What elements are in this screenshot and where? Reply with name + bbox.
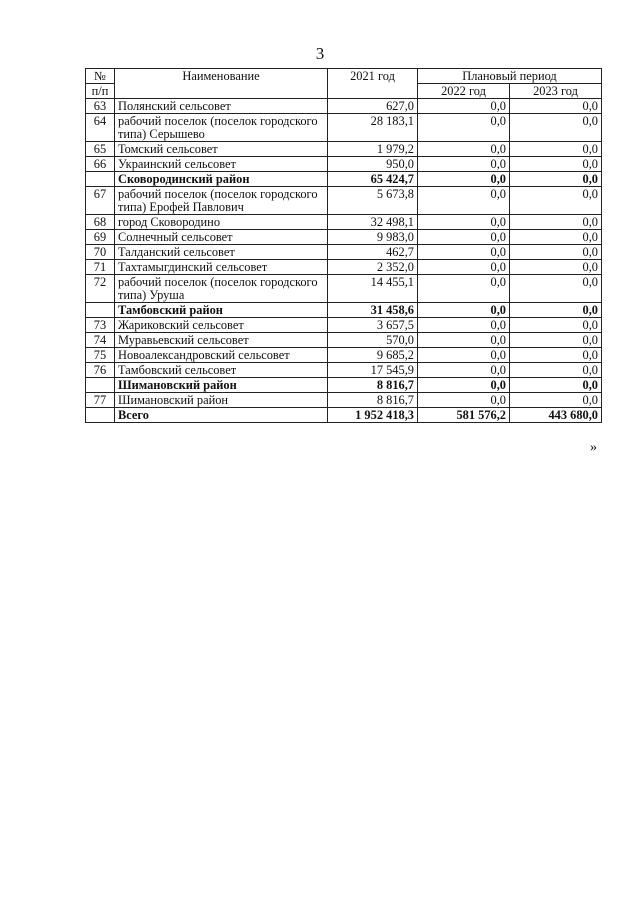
value-2023: 0,0 bbox=[510, 333, 602, 348]
value-2023: 0,0 bbox=[510, 230, 602, 245]
row-name: Солнечный сельсовет bbox=[115, 230, 328, 245]
value-2021: 9 983,0 bbox=[328, 230, 418, 245]
value-2022: 0,0 bbox=[418, 114, 510, 142]
row-number: 69 bbox=[86, 230, 115, 245]
table-row bbox=[86, 378, 602, 393]
row-name: Талданский сельсовет bbox=[115, 245, 328, 260]
header-name: Наименование bbox=[115, 69, 328, 99]
header-num-sub: п/п bbox=[86, 84, 115, 99]
value-2023: 443 680,0 bbox=[510, 408, 602, 423]
row-name: рабочий поселок (поселок городского типа) Уруша bbox=[115, 275, 328, 303]
value-2023: 0,0 bbox=[510, 260, 602, 275]
value-2021: 627,0 bbox=[328, 99, 418, 114]
value-2021: 1 952 418,3 bbox=[328, 408, 418, 423]
table-row bbox=[86, 99, 602, 114]
value-2022: 0,0 bbox=[418, 348, 510, 363]
row-number: 76 bbox=[86, 363, 115, 378]
row-name: Муравьевский сельсовет bbox=[115, 333, 328, 348]
value-2021: 8 816,7 bbox=[328, 378, 418, 393]
row-name: Новоалександровский сельсовет bbox=[115, 348, 328, 363]
table-row bbox=[86, 318, 602, 333]
row-number: 75 bbox=[86, 348, 115, 363]
table-row bbox=[86, 215, 602, 230]
value-2021: 950,0 bbox=[328, 157, 418, 172]
row-name: Шимановский район bbox=[115, 378, 328, 393]
value-2021: 32 498,1 bbox=[328, 215, 418, 230]
value-2022: 0,0 bbox=[418, 230, 510, 245]
table-row bbox=[86, 187, 602, 215]
value-2022: 0,0 bbox=[418, 333, 510, 348]
row-number: 64 bbox=[86, 114, 115, 142]
value-2021: 3 657,5 bbox=[328, 318, 418, 333]
row-name: рабочий поселок (поселок городского типа) Серышево bbox=[115, 114, 328, 142]
table-row bbox=[86, 363, 602, 378]
value-2023: 0,0 bbox=[510, 275, 602, 303]
value-2021: 2 352,0 bbox=[328, 260, 418, 275]
value-2023: 0,0 bbox=[510, 393, 602, 408]
header-planned-period: Плановый период bbox=[418, 69, 602, 84]
value-2023: 0,0 bbox=[510, 142, 602, 157]
value-2021: 1 979,2 bbox=[328, 142, 418, 157]
header-num: № bbox=[86, 69, 115, 84]
table-header-row bbox=[86, 69, 602, 84]
table-row bbox=[86, 393, 602, 408]
row-number: 72 bbox=[86, 275, 115, 303]
table-row bbox=[86, 333, 602, 348]
value-2022: 0,0 bbox=[418, 172, 510, 187]
value-2023: 0,0 bbox=[510, 378, 602, 393]
value-2023: 0,0 bbox=[510, 363, 602, 378]
row-number bbox=[86, 303, 115, 318]
value-2021: 14 455,1 bbox=[328, 275, 418, 303]
table-row bbox=[86, 172, 602, 187]
value-2022: 0,0 bbox=[418, 318, 510, 333]
value-2023: 0,0 bbox=[510, 215, 602, 230]
table-row bbox=[86, 348, 602, 363]
value-2021: 17 545,9 bbox=[328, 363, 418, 378]
row-name: Тамбовский сельсовет bbox=[115, 363, 328, 378]
row-name: Сковородинский район bbox=[115, 172, 328, 187]
value-2022: 0,0 bbox=[418, 187, 510, 215]
row-number: 73 bbox=[86, 318, 115, 333]
value-2023: 0,0 bbox=[510, 245, 602, 260]
row-number: 70 bbox=[86, 245, 115, 260]
table-row bbox=[86, 275, 602, 303]
value-2021: 28 183,1 bbox=[328, 114, 418, 142]
value-2021: 9 685,2 bbox=[328, 348, 418, 363]
value-2021: 462,7 bbox=[328, 245, 418, 260]
closing-quote: » bbox=[590, 440, 597, 455]
row-number: 74 bbox=[86, 333, 115, 348]
row-name: Украинский сельсовет bbox=[115, 157, 328, 172]
row-number: 67 bbox=[86, 187, 115, 215]
header-year-2022: 2022 год bbox=[418, 84, 510, 99]
row-name: рабочий поселок (поселок городского типа) Ерофей Павлович bbox=[115, 187, 328, 215]
row-number: 68 bbox=[86, 215, 115, 230]
value-2022: 0,0 bbox=[418, 260, 510, 275]
value-2023: 0,0 bbox=[510, 99, 602, 114]
table-row bbox=[86, 142, 602, 157]
value-2022: 0,0 bbox=[418, 215, 510, 230]
table-row bbox=[86, 114, 602, 142]
table-row bbox=[86, 260, 602, 275]
row-name: Тамбовский район bbox=[115, 303, 328, 318]
row-number bbox=[86, 378, 115, 393]
row-number: 65 bbox=[86, 142, 115, 157]
header-year-2021: 2021 год bbox=[328, 69, 418, 99]
row-number: 77 bbox=[86, 393, 115, 408]
table-row bbox=[86, 230, 602, 245]
value-2022: 0,0 bbox=[418, 245, 510, 260]
value-2023: 0,0 bbox=[510, 348, 602, 363]
table-row bbox=[86, 157, 602, 172]
row-number: 66 bbox=[86, 157, 115, 172]
table-row bbox=[86, 245, 602, 260]
value-2021: 5 673,8 bbox=[328, 187, 418, 215]
row-name: Всего bbox=[115, 408, 328, 423]
row-name: Полянский сельсовет bbox=[115, 99, 328, 114]
row-number bbox=[86, 408, 115, 423]
table-body bbox=[86, 99, 602, 423]
row-number: 71 bbox=[86, 260, 115, 275]
row-name: Жариковский сельсовет bbox=[115, 318, 328, 333]
value-2023: 0,0 bbox=[510, 172, 602, 187]
value-2022: 0,0 bbox=[418, 99, 510, 114]
value-2022: 0,0 bbox=[418, 378, 510, 393]
row-name: Шимановский район bbox=[115, 393, 328, 408]
value-2023: 0,0 bbox=[510, 114, 602, 142]
value-2022: 0,0 bbox=[418, 363, 510, 378]
value-2022: 0,0 bbox=[418, 303, 510, 318]
header-year-2023: 2023 год bbox=[510, 84, 602, 99]
table-row bbox=[86, 303, 602, 318]
row-number bbox=[86, 172, 115, 187]
row-name: город Сковородино bbox=[115, 215, 328, 230]
row-name: Томский сельсовет bbox=[115, 142, 328, 157]
value-2023: 0,0 bbox=[510, 318, 602, 333]
table-row bbox=[86, 408, 602, 423]
value-2022: 0,0 bbox=[418, 142, 510, 157]
page-number: 3 bbox=[315, 44, 325, 63]
value-2023: 0,0 bbox=[510, 303, 602, 318]
value-2021: 570,0 bbox=[328, 333, 418, 348]
row-name: Тахтамыгдинский сельсовет bbox=[115, 260, 328, 275]
value-2021: 8 816,7 bbox=[328, 393, 418, 408]
value-2023: 0,0 bbox=[510, 187, 602, 215]
row-number: 63 bbox=[86, 99, 115, 114]
budget-table bbox=[85, 68, 602, 423]
value-2021: 31 458,6 bbox=[328, 303, 418, 318]
value-2022: 0,0 bbox=[418, 393, 510, 408]
value-2022: 0,0 bbox=[418, 157, 510, 172]
value-2021: 65 424,7 bbox=[328, 172, 418, 187]
value-2022: 0,0 bbox=[418, 275, 510, 303]
value-2022: 581 576,2 bbox=[418, 408, 510, 423]
value-2023: 0,0 bbox=[510, 157, 602, 172]
